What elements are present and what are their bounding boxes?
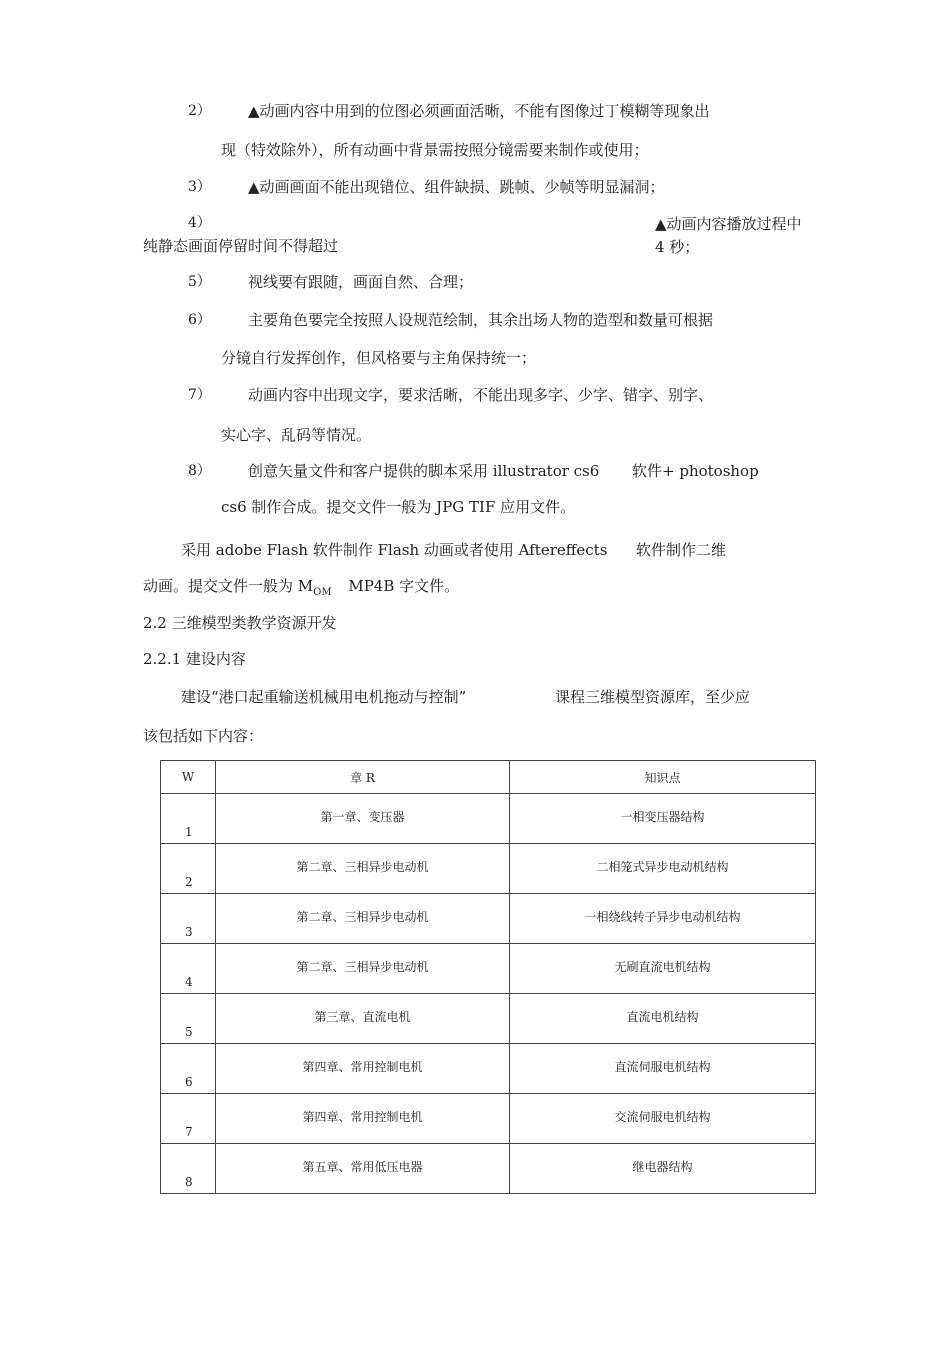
item-number: 4） [188, 215, 211, 231]
table-row [161, 794, 816, 844]
item-text: 分镜自行发挥创作，但风格要与主角保持统一； [221, 349, 537, 367]
cell-point [510, 944, 816, 994]
item-text: 4 秒； [655, 238, 700, 256]
cell-point [510, 894, 816, 944]
row-number: 6 [185, 1075, 193, 1089]
paragraph-fragment: MP4B 字文件。 [348, 577, 460, 595]
point-text: 一相绕线转子异步电动机结构 [584, 910, 741, 924]
cell-point [510, 1044, 816, 1094]
cell-point [510, 794, 816, 844]
item-text: cs6 制作合成。提交文件一般为 JPG TIF 应用文件。 [221, 498, 576, 516]
point-text: 继电器结构 [632, 1160, 693, 1174]
item-text: 视线要有跟随，画面自然、合理； [248, 273, 474, 291]
chapter-text: 第四章、常用控制电机 [302, 1060, 423, 1074]
section-heading: 2.2 三维模型类教学资源开发 [143, 614, 337, 632]
item-number: 7） [188, 387, 211, 403]
paragraph-fragment: 动画。提交文件一般为 M [143, 577, 314, 595]
table-row [161, 1044, 816, 1094]
point-text: 二相笼式异步电动机结构 [596, 860, 729, 874]
row-number: 1 [185, 825, 193, 839]
cell-no [161, 994, 216, 1044]
paragraph-text: 建设“港口起重输送机械用电机拖动与控制” [181, 688, 467, 706]
point-text: 一相变压器结构 [620, 810, 705, 824]
item-text: 动画内容中出现文字，要求活晰，不能出现多字、少字、错字、别字、 [248, 386, 714, 404]
point-text: 直流伺服电机结构 [614, 1060, 711, 1074]
chapter-text: 第二章、三相异步电动机 [296, 910, 429, 924]
item-number: 2） [188, 103, 211, 119]
item-number: 8） [188, 463, 211, 479]
row-number: 7 [185, 1125, 193, 1139]
row-number: 4 [185, 975, 193, 989]
cell-chapter [216, 894, 510, 944]
paragraph-text: 课程三维模型资源库，至少应 [555, 688, 751, 706]
header-no: W [161, 761, 216, 794]
point-text: 直流电机结构 [626, 1010, 699, 1024]
cell-no [161, 944, 216, 994]
cell-chapter [216, 1094, 510, 1144]
chapter-text: 第二章、三相异步电动机 [296, 960, 429, 974]
cell-no [161, 1094, 216, 1144]
item-text: 实心字、乱码等情况。 [221, 426, 372, 444]
cell-point [510, 1144, 816, 1194]
cell-no [161, 794, 216, 844]
table-row [161, 894, 816, 944]
chapter-text: 第二章、三相异步电动机 [296, 860, 429, 874]
cell-chapter [216, 1044, 510, 1094]
cell-point [510, 994, 816, 1044]
item-text: 纯静态画面停留时间不得超过 [143, 237, 339, 255]
cell-chapter [216, 794, 510, 844]
row-number: 3 [185, 925, 193, 939]
subsection-heading: 2.2.1 建设内容 [143, 650, 246, 668]
chapter-text: 第三章、直流电机 [314, 1010, 411, 1024]
cell-no [161, 844, 216, 894]
paragraph-text: 采用 adobe Flash 软件制作 Flash 动画或者使用 Aftereffects [181, 541, 608, 559]
item-text: ▲动画内容中用到的位图必须画面活晰，不能有图像过丁模糊等现象出 [248, 102, 710, 120]
cell-no [161, 1144, 216, 1194]
item-text: 创意矢量文件和客户提供的脚本采用 illustrator cs6 [248, 462, 600, 480]
cell-chapter [216, 1144, 510, 1194]
row-number: 5 [185, 1025, 193, 1039]
resource-table [160, 760, 816, 1194]
cell-chapter [216, 844, 510, 894]
paragraph-text: 该包括如下内容： [143, 727, 264, 745]
cell-no [161, 1044, 216, 1094]
header-knowledge-point: 知识点 [510, 761, 816, 794]
cell-point [510, 844, 816, 894]
chapter-text: 第一章、变压器 [320, 810, 405, 824]
table-row [161, 1094, 816, 1144]
item-number: 6） [188, 312, 211, 328]
item-text: ▲动画画面不能出现错位、组件缺损、跳帧、少帧等明显漏洞； [248, 178, 665, 196]
paragraph-text: 软件制作二维 [636, 541, 727, 559]
point-text: 交流伺服电机结构 [614, 1110, 711, 1124]
point-text: 无刷直流电机结构 [614, 960, 711, 974]
paragraph-text [143, 576, 459, 599]
row-number: 8 [185, 1175, 193, 1189]
table-row [161, 1144, 816, 1194]
item-text: ▲动画内容播放过程中 [655, 215, 802, 233]
cell-no [161, 894, 216, 944]
cell-chapter [216, 944, 510, 994]
item-number: 3） [188, 179, 211, 195]
cell-point [510, 1094, 816, 1144]
cell-chapter [216, 994, 510, 1044]
table-header-row [161, 761, 816, 794]
row-number: 2 [185, 875, 193, 889]
table-row [161, 994, 816, 1044]
item-text: 主要角色要完全按照人设规范绘制，其余出场人物的造型和数量可根据 [248, 311, 714, 329]
chapter-text: 第五章、常用低压电器 [302, 1160, 423, 1174]
item-text: 软件+ photoshop [632, 462, 759, 480]
paragraph-subscript: OM [313, 587, 332, 598]
table-row [161, 944, 816, 994]
table-row [161, 844, 816, 894]
chapter-text: 第四章、常用控制电机 [302, 1110, 423, 1124]
item-text: 现（特效除外），所有动画中背景需按照分镜需要来制作或使用； [221, 141, 649, 159]
header-chapter: 章 R [216, 761, 510, 794]
item-number: 5） [188, 274, 211, 290]
